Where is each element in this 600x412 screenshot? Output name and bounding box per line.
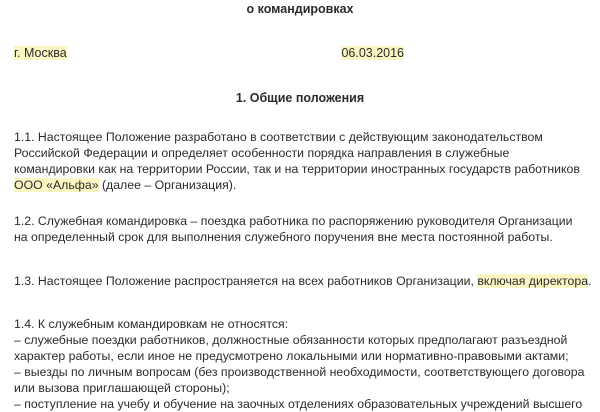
paragraph-line: – служебные поездки работников, должностные обязанности которых предполагают разъездной [14, 333, 568, 347]
paragraph-1-2 [14, 213, 594, 245]
place: г. Москва [14, 46, 67, 60]
company-name: ООО «Альфа» [14, 178, 99, 192]
section-heading: 1. Общие положения [235, 91, 365, 105]
paragraph-line: 1.2. Служебная командировка – поездка работника по распоряжению руководителя Организации [14, 214, 573, 228]
paragraph-1-4 [14, 316, 594, 412]
document-title: о командировках [246, 2, 354, 16]
paragraph-1-3 [14, 273, 594, 289]
date: 06.03.2016 [341, 46, 404, 60]
paragraph-1-1 [14, 129, 594, 193]
paragraph-line [14, 177, 594, 193]
paragraph-line: 1.1. Настоящее Положение разработано в соответствии с действующим законодательством [14, 130, 543, 144]
paragraph-line [14, 273, 594, 289]
paragraph-line: Российской Федерации и определяет особенности порядка направления в служебные [14, 146, 510, 160]
paragraph-line: – выезды по личным вопросам (без производственной необходимости, соответствующего договора [14, 365, 585, 379]
paragraph-line: 1.4. К служебным командировкам не относятся: [14, 317, 289, 331]
paragraph-line: или вызова приглашающей стороны); [14, 381, 230, 395]
highlighted-text: включая директора [477, 274, 589, 288]
paragraph-text: 1.3. Настоящее Положение распространяется на всех работников Организации, [14, 274, 478, 288]
paragraph-line: – поступление на учебу и обучение на заочных отделениях образовательных учреждений высшего [14, 397, 583, 411]
paragraph-line: командировки как на территории России, так и на территории иностранных государств работников [14, 162, 580, 176]
paragraph-text: . [588, 274, 592, 288]
paragraph-text: (далее – Организация). [98, 178, 237, 192]
paragraph-line: на определенный срок для выполнения служебного поручения вне места постоянной работы. [14, 230, 553, 244]
paragraph-line: характер работы, если иное не предусмотрено локальными или нормативно-правовыми актами; [14, 349, 569, 363]
place-date-row [14, 46, 404, 60]
